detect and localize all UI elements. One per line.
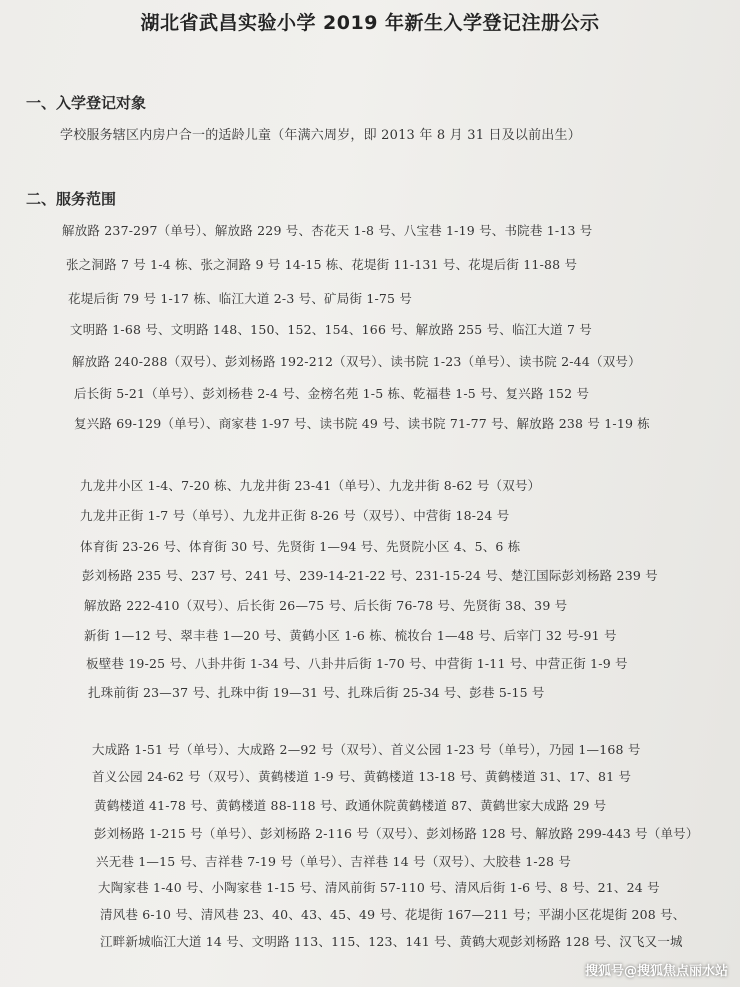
service-area-line: 首义公园 24-62 号（双号）、黄鹤楼道 1-9 号、黄鹤楼道 13-18 号、黄鹤楼道 31、17、81 号 (92, 769, 632, 784)
service-area-line: 张之洞路 7 号 1-4 栋、张之洞路 9 号 14-15 栋、花堤街 11-131 号、花堤后街 11-88 号 (66, 257, 578, 272)
service-area-line: 扎珠前街 23—37 号、扎珠中街 19—31 号、扎珠后街 25-34 号、彭巷 5-15 号 (88, 685, 545, 700)
section-heading-service-area: 二、服务范围 (26, 190, 117, 208)
service-area-line: 解放路 240-288（双号）、彭刘杨路 192-212（双号）、读书院 1-23（单号）、读书院 2-44（双号） (72, 354, 641, 369)
service-area-line: 文明路 1-68 号、文明路 148、150、152、154、166 号、解放路 255 号、临江大道 7 号 (70, 322, 592, 337)
service-area-line: 体育街 23-26 号、体育街 30 号、先贤街 1—94 号、先贤院小区 4、5、6 栋 (80, 539, 521, 554)
source-watermark: 搜狐号@搜狐焦点丽水站 (584, 964, 728, 979)
service-area-line: 兴无巷 1—15 号、吉祥巷 7-19 号（单号）、吉祥巷 14 号（双号）、大胶巷 1-28 号 (96, 854, 572, 869)
service-area-line: 彭刘杨路 1-215 号（单号）、彭刘杨路 2-116 号（双号）、彭刘杨路 128 号、解放路 299-443 号（单号） (94, 826, 699, 841)
service-area-line: 大陶家巷 1-40 号、小陶家巷 1-15 号、清风前街 57-110 号、清风后街 1-6 号、8 号、21、24 号 (98, 880, 660, 895)
service-area-line: 新街 1—12 号、翠丰巷 1—20 号、黄鹤小区 1-6 栋、梳妆台 1—48 号、后宰门 32 号-91 号 (84, 628, 617, 643)
service-area-line: 清风巷 6-10 号、清风巷 23、40、43、45、49 号、花堤街 167—211 号；平湖小区花堤街 208 号、 (100, 907, 686, 922)
service-area-line: 解放路 237-297（单号）、解放路 229 号、杏花天 1-8 号、八宝巷 1-19 号、书院巷 1-13 号 (62, 223, 593, 238)
service-area-line: 大成路 1-51 号（单号）、大成路 2—92 号（双号）、首义公园 1-23 号（单号），乃园 1—168 号 (92, 742, 641, 757)
service-area-line: 解放路 222-410（双号）、后长街 26—75 号、后长街 76-78 号、先贤街 38、39 号 (84, 598, 568, 613)
service-area-line: 复兴路 69-129（单号）、商家巷 1-97 号、读书院 49 号、读书院 71-77 号、解放路 238 号 1-19 栋 (74, 416, 651, 431)
service-area-line: 板壁巷 19-25 号、八卦井街 1-34 号、八卦井后街 1-70 号、中营街 1-11 号、中营正街 1-9 号 (86, 656, 628, 671)
service-area-line: 后长街 5-21（单号）、彭刘杨巷 2-4 号、金榜名苑 1-5 栋、乾福巷 1-5 号、复兴路 152 号 (74, 386, 590, 401)
service-area-line: 九龙井正街 1-7 号（单号）、九龙井正街 8-26 号（双号）、中营街 18-24 号 (80, 508, 510, 523)
enrollment-target-text: 学校服务辖区内房户合一的适龄儿童（年满六周岁，即 2013 年 8 月 31 日及以前出生） (60, 128, 581, 143)
service-area-line: 江畔新城临江大道 14 号、文明路 113、115、123、141 号、黄鹤大观彭刘杨路 128 号、汉飞又一城 (100, 934, 683, 949)
service-area-line: 九龙井小区 1-4、7-20 栋、九龙井街 23-41（单号）、九龙井街 8-62 号（双号） (80, 478, 541, 493)
service-area-line: 花堤后街 79 号 1-17 栋、临江大道 2-3 号、矿局街 1-75 号 (68, 291, 413, 306)
service-area-line: 黄鹤楼道 41-78 号、黄鹤楼道 88-118 号、政通休院黄鹤楼道 87、黄鹤世家大成路 29 号 (94, 798, 607, 813)
section-heading-enrollment-target: 一、入学登记对象 (26, 94, 147, 112)
document-title: 湖北省武昌实验小学 2019 年新生入学登记注册公示 (140, 12, 600, 34)
service-area-line: 彭刘杨路 235 号、237 号、241 号、239-14-21-22 号、231-15-24 号、楚江国际彭刘杨路 239 号 (82, 568, 658, 583)
